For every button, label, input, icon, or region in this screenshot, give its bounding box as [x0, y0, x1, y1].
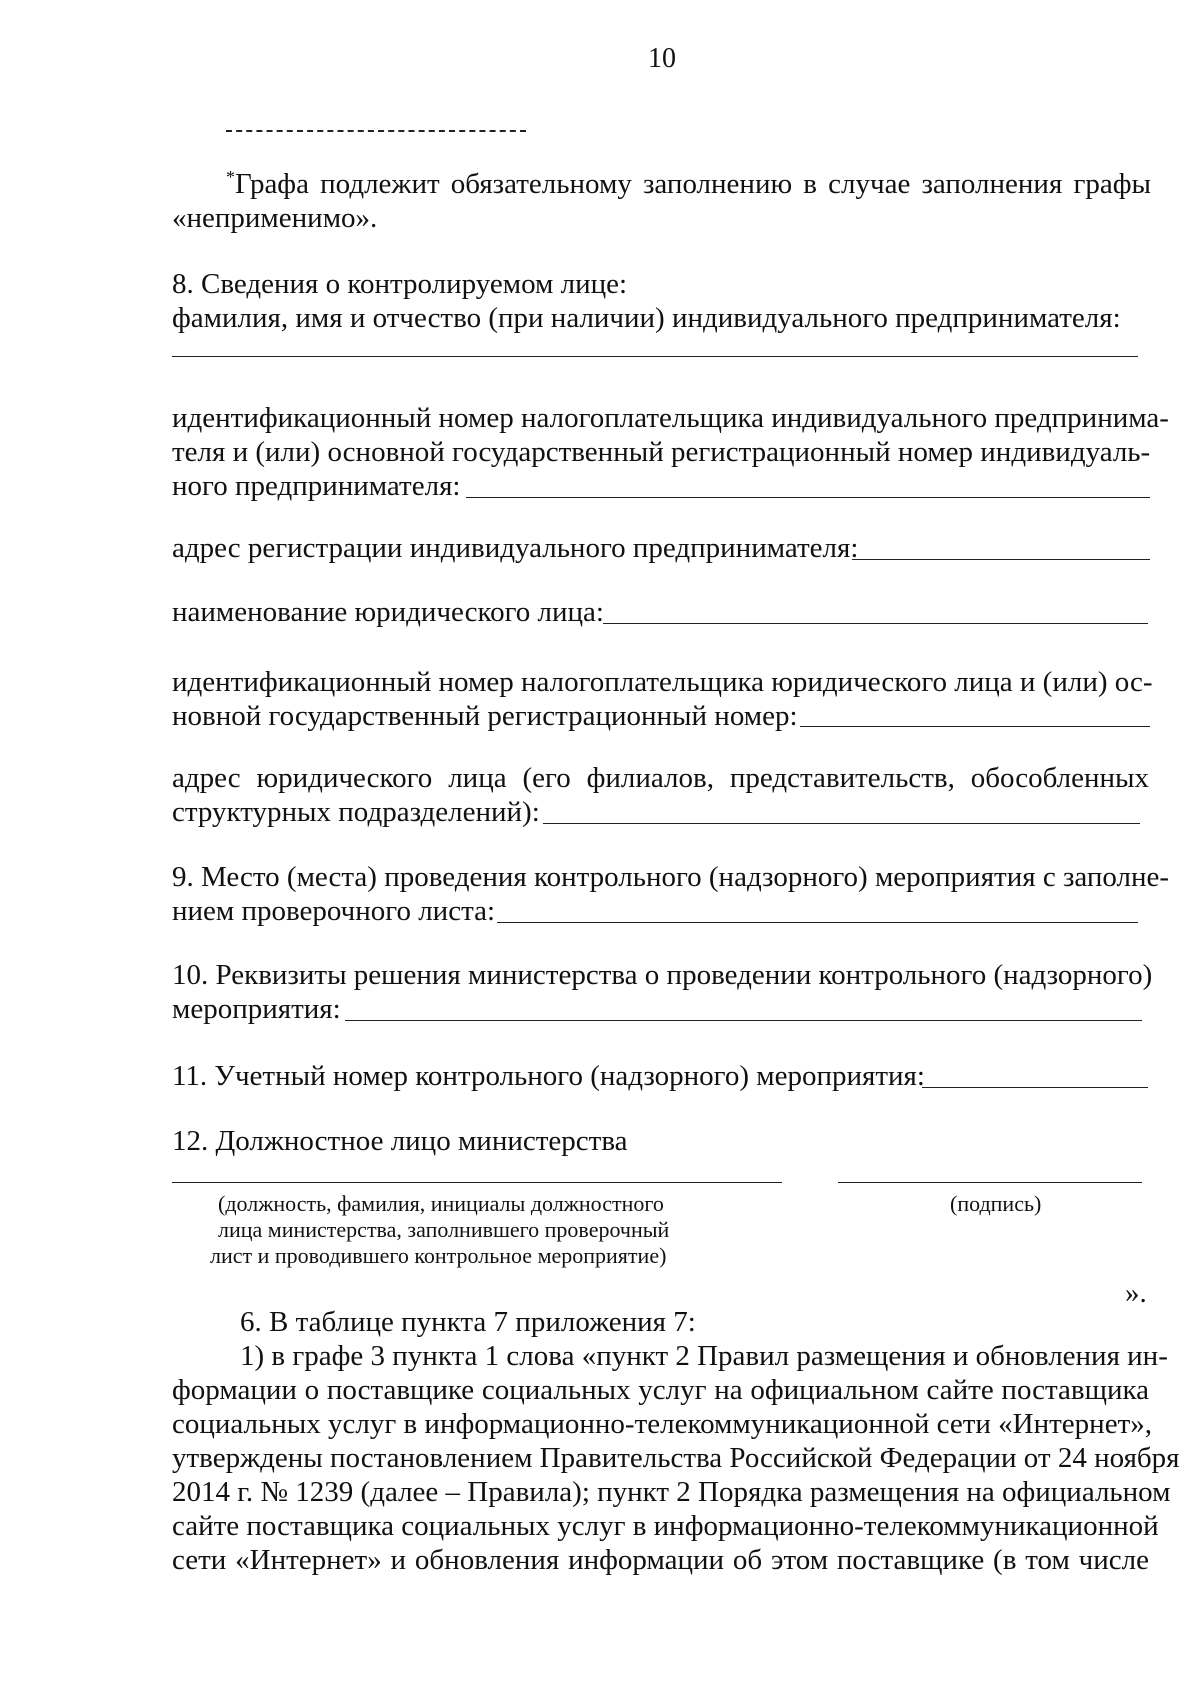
- section-10-line-1: 10. Реквизиты решения министерства о проведении контрольного (надзорного): [172, 959, 1153, 991]
- item-6-para-7: сети «Интернет» и обновления информации об этом поставщике (в том числе: [172, 1544, 1149, 1576]
- section-9-line-2: нием проверочного листа:: [172, 895, 496, 927]
- closing-quote: ».: [1125, 1277, 1147, 1309]
- legal-name-field[interactable]: [603, 623, 1148, 624]
- caption-left-2: лица министерства, заполнившего проверочный: [218, 1217, 670, 1242]
- official-name-field[interactable]: [172, 1182, 782, 1183]
- inn-ip-line-3: ного предпринимателя:: [172, 470, 461, 502]
- inn-ip-field[interactable]: [466, 497, 1150, 498]
- address-ip-label: адрес регистрации индивидуального предпринимателя:: [172, 532, 859, 564]
- section-11-field[interactable]: [922, 1087, 1148, 1088]
- page-number: 10: [648, 43, 676, 74]
- fio-field[interactable]: [172, 356, 1138, 357]
- inn-ip-line-1: идентификационный номер налогоплательщика индивидуального предпринима-: [172, 402, 1169, 434]
- signature-field[interactable]: [838, 1182, 1142, 1183]
- address-ul-line-1: адрес юридического лица (его филиалов, представительств, обособленных: [172, 762, 1149, 794]
- address-ip-field[interactable]: [852, 559, 1150, 560]
- item-6-para-3: социальных услуг в информационно-телекоммуникационной сети «Интернет»,: [172, 1408, 1152, 1440]
- footnote-separator: [226, 130, 526, 132]
- inn-ul-line-2: новной государственный регистрационный номер:: [172, 700, 798, 732]
- caption-left-3: лист и проводившего контрольное мероприятие): [210, 1243, 667, 1268]
- caption-left-1: (должность, фамилия, инициалы должностного: [218, 1191, 664, 1216]
- fio-label: фамилия, имя и отчество (при наличии) индивидуального предпринимателя:: [172, 302, 1121, 334]
- item-6-para-5: 2014 г. № 1239 (далее – Правила); пункт 2 Порядка размещения на официальном: [172, 1476, 1171, 1508]
- item-6-para-4: утверждены постановлением Правительства Российской Федерации от 24 ноября: [172, 1442, 1180, 1474]
- section-12-title: 12. Должностное лицо министерства: [172, 1125, 628, 1157]
- section-11-label: 11. Учетный номер контрольного (надзорного) мероприятия:: [172, 1060, 925, 1092]
- inn-ip-line-2: теля и (или) основной государственный регистрационный номер индивидуаль-: [172, 436, 1151, 468]
- section-10-line-2: мероприятия:: [172, 993, 341, 1025]
- item-6-title: 6. В таблице пункта 7 приложения 7:: [240, 1306, 696, 1338]
- footnote-line-1: [226, 168, 1151, 200]
- item-6-para-2: формации о поставщике социальных услуг на официальном сайте поставщика: [172, 1374, 1149, 1406]
- footnote-text-1: Графа подлежит обязательному заполнению в случае заполнения графы: [235, 168, 1151, 200]
- footnote-line-2: «неприменимо».: [172, 202, 378, 234]
- section-10-field[interactable]: [345, 1020, 1142, 1021]
- inn-ul-field[interactable]: [800, 726, 1150, 727]
- inn-ul-line-1: идентификационный номер налогоплательщика юридического лица и (или) ос-: [172, 666, 1153, 698]
- caption-right: (подпись): [950, 1191, 1042, 1216]
- section-9-line-1: 9. Место (места) проведения контрольного (надзорного) мероприятия с заполне-: [172, 861, 1170, 893]
- footnote-star: *: [226, 167, 235, 187]
- address-ul-line-2: структурных подразделений):: [172, 796, 540, 828]
- section-8-title: 8. Сведения о контролируемом лице:: [172, 268, 628, 300]
- address-ul-field[interactable]: [543, 823, 1140, 824]
- section-9-field[interactable]: [497, 922, 1138, 923]
- item-6-para-1: 1) в графе 3 пункта 1 слова «пункт 2 Правил размещения и обновления ин-: [240, 1340, 1168, 1372]
- item-6-para-6: сайте поставщика социальных услуг в информационно-телекоммуникационной: [172, 1510, 1159, 1542]
- legal-name-label: наименование юридического лица:: [172, 596, 604, 628]
